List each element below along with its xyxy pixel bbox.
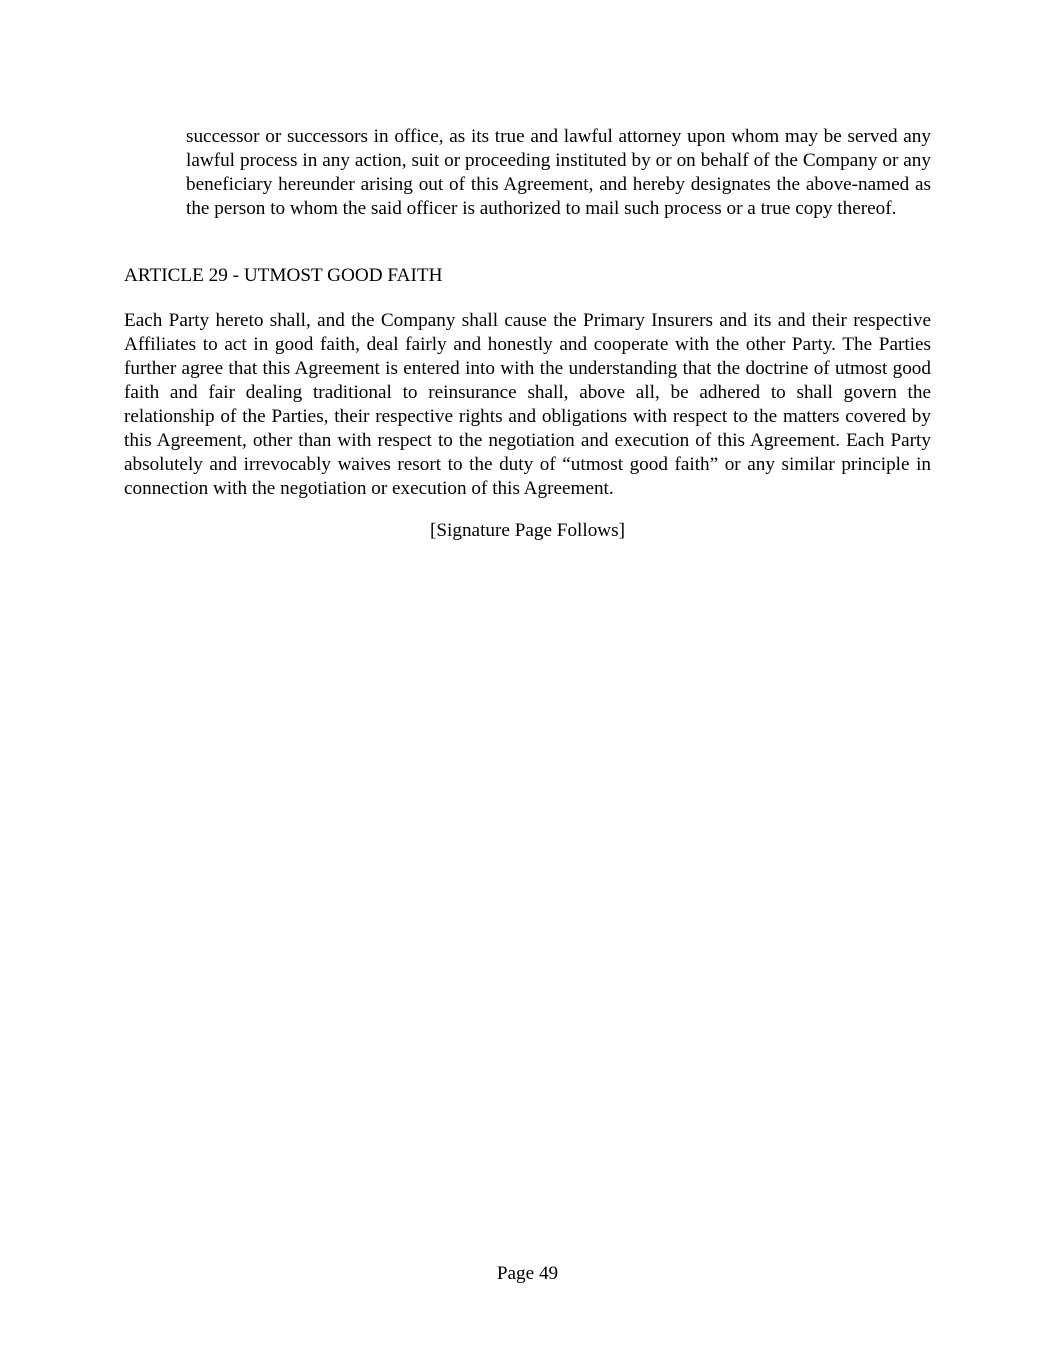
signature-page-note: [Signature Page Follows]	[429, 520, 626, 541]
article-heading: ARTICLE 29 - UTMOST GOOD FAITH	[124, 265, 443, 286]
article-body-paragraph: Each Party hereto shall, and the Company shall cause the Primary Insurers and its and their respective Affiliates to act in good faith, deal fairly and honestly and cooperate with the other Party. The Parties further agree that this Agreement is entered into with the understanding that the doctrine of utmost good faith and fair dealing traditional to reinsurance shall, above all, be adhered to shall govern the relationship of the Parties, their respective rights and obligations with respect to the matters covered by this Agreement, other than with respect to the negotiation and execution of this Agreement. Each Party absolutely and irrevocably waives resort to the duty of “utmost good faith” or any similar principle in connection with the negotiation or execution of this Agreement.	[124, 310, 931, 499]
continuation-paragraph: successor or successors in office, as its true and lawful attorney upon whom may be served any lawful process in any action, suit or proceeding instituted by or on behalf of the Company or any beneficiary hereunder arising out of this Agreement, and hereby designates the above-named as the person to whom the said officer is authorized to mail such process or a true copy thereof.	[186, 126, 931, 219]
page-number: Page 49	[496, 1263, 559, 1284]
